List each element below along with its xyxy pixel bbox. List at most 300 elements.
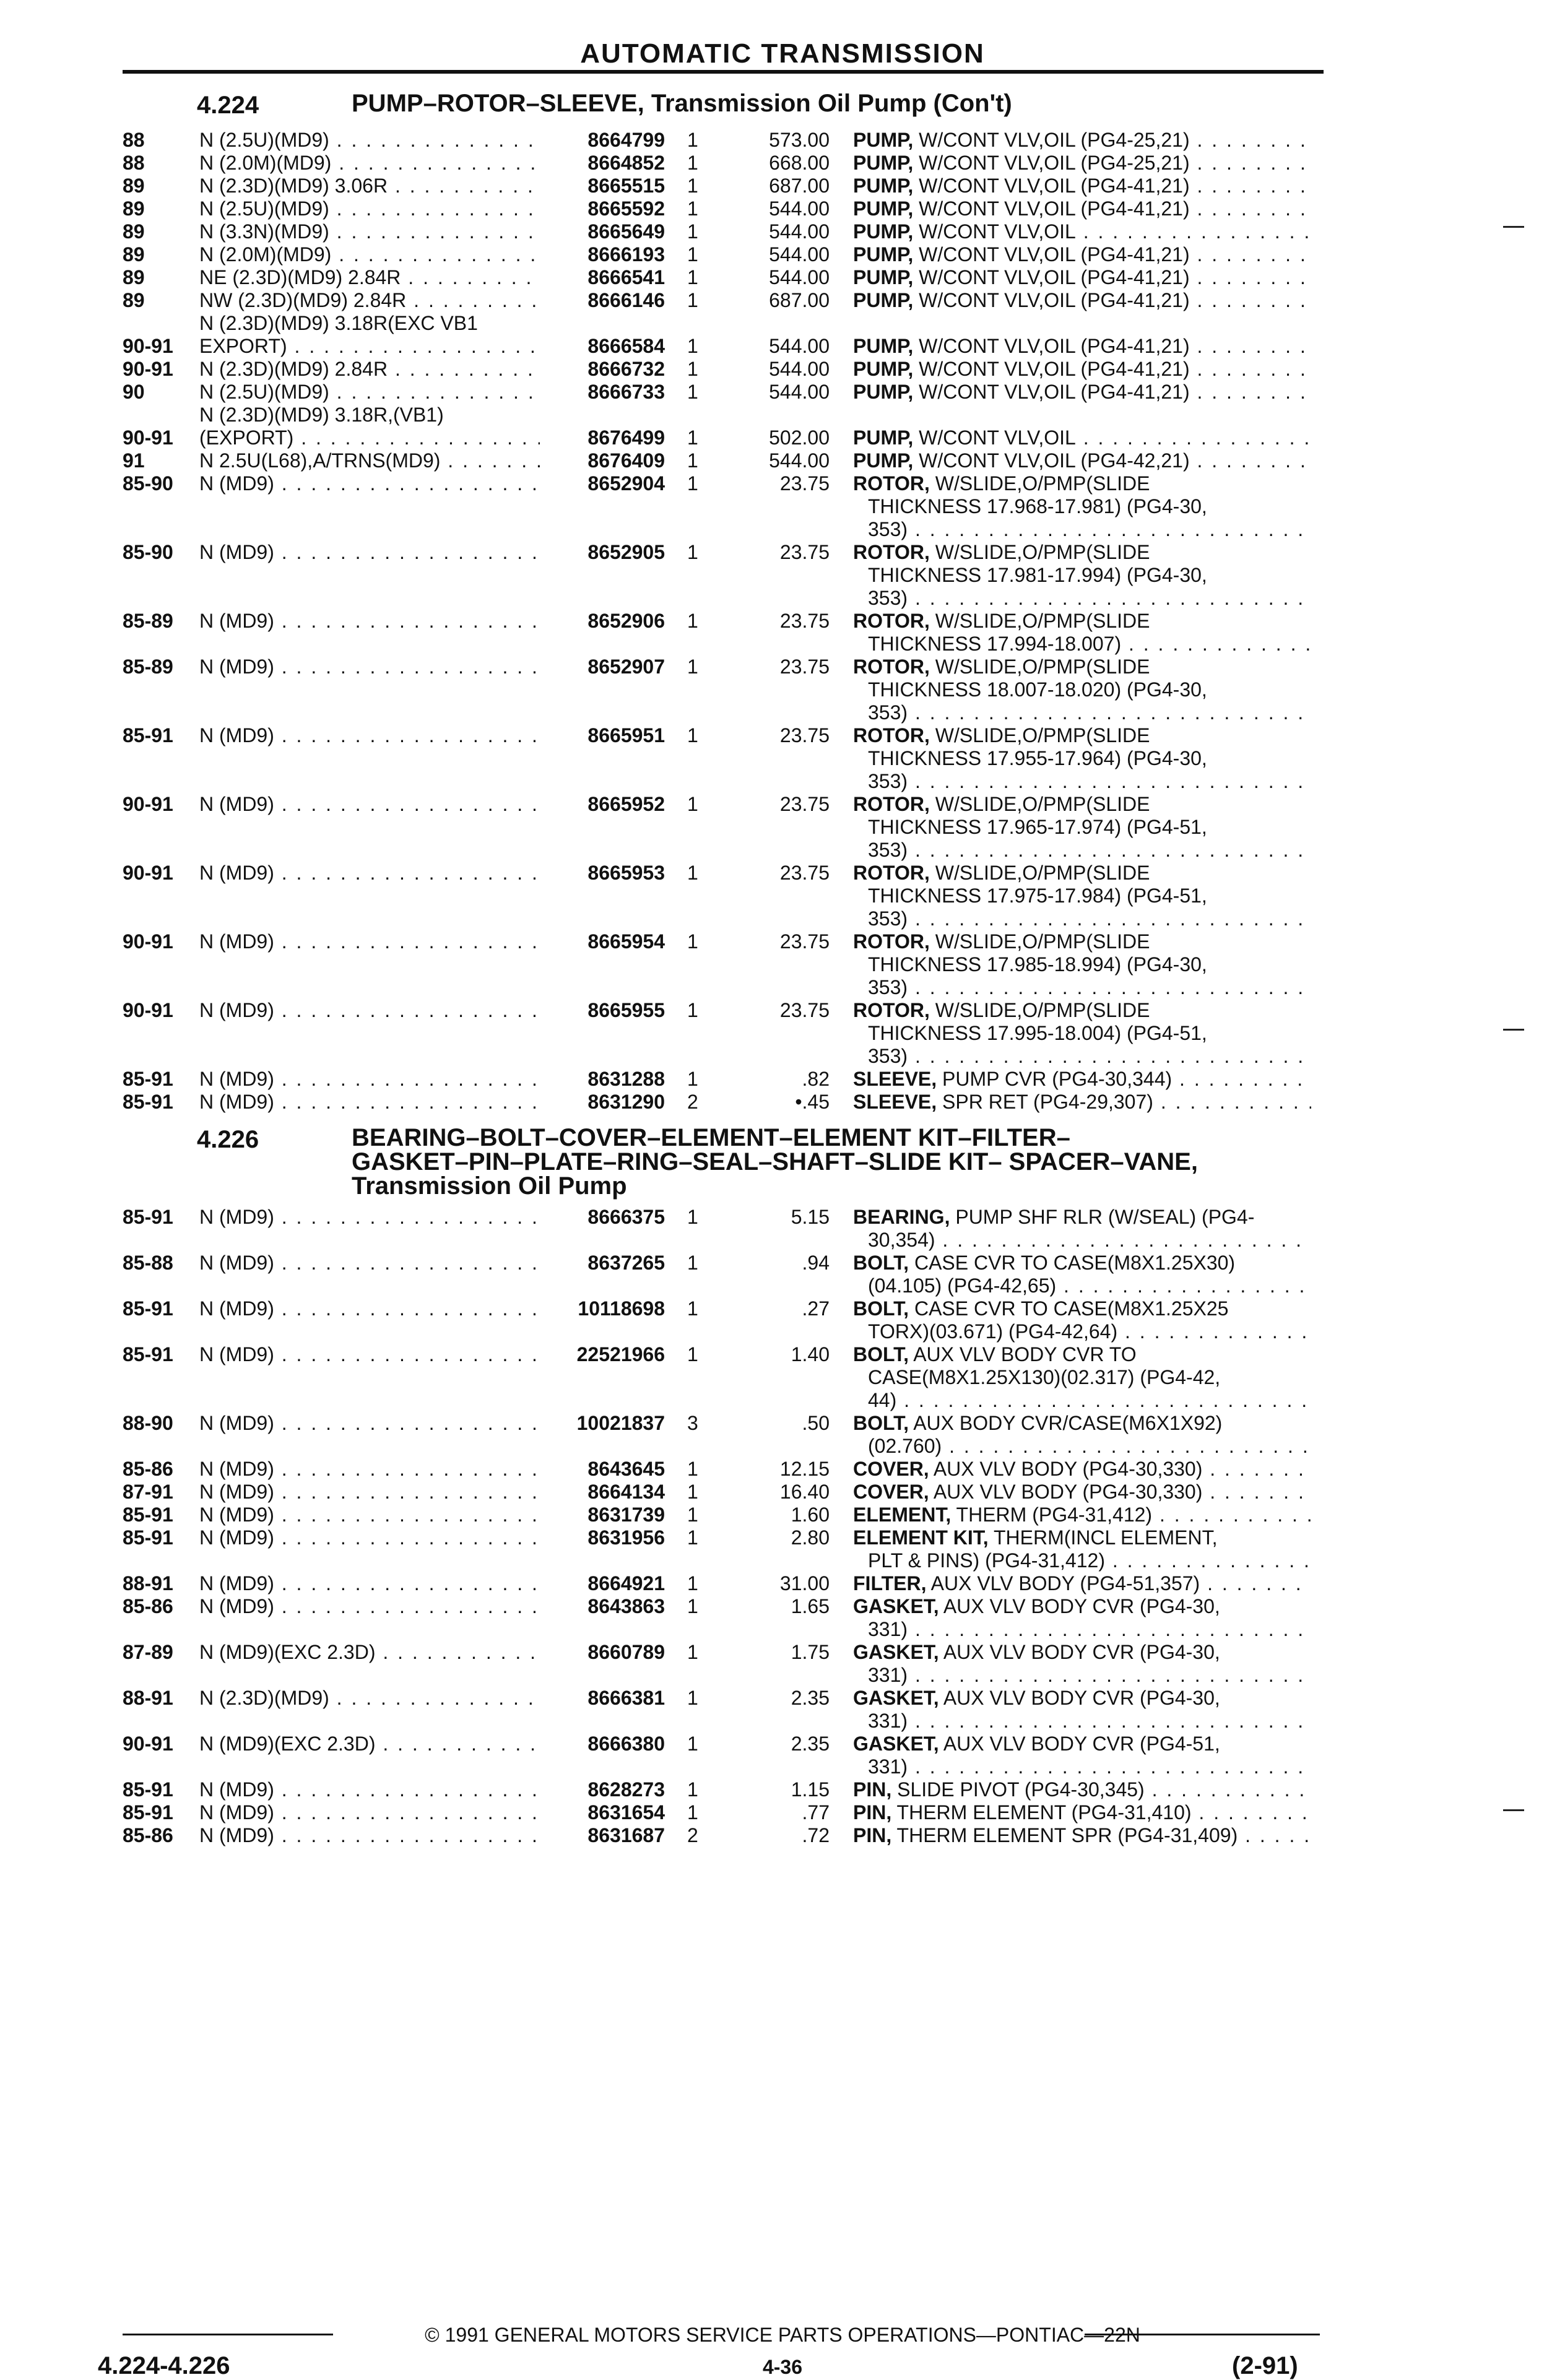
- footer-page-number: 4-36: [762, 2356, 803, 2378]
- part-description: [853, 1526, 1311, 1572]
- table-row: [0, 197, 1565, 220]
- part-description: [853, 1801, 1311, 1824]
- part-number: 8665592: [587, 197, 665, 220]
- table-row: [0, 724, 1565, 793]
- model-usage-text: N (MD9): [199, 1412, 274, 1434]
- quantity: 1: [687, 656, 698, 678]
- section-title: [352, 1126, 1198, 1198]
- model-usage: [199, 1687, 540, 1710]
- price: 544.00: [769, 243, 830, 266]
- price: 23.75: [779, 862, 830, 884]
- part-number: 8652905: [587, 541, 665, 563]
- model-usage-text: N (MD9)(EXC 2.3D): [199, 1733, 376, 1755]
- dot-leader: [1200, 1572, 1311, 1595]
- dot-leader: [908, 701, 1311, 724]
- model-years: 85-91: [123, 1504, 173, 1526]
- model-usage: [199, 1504, 540, 1526]
- section-number: 4.224: [197, 92, 259, 119]
- model-usage-text: (EXPORT): [199, 426, 294, 449]
- model-years: 88-91: [123, 1687, 173, 1709]
- part-description-line: THICKNESS 17.981-17.994) (PG4-30,: [868, 564, 1207, 586]
- model-years: 85-89: [123, 656, 173, 678]
- part-description: [853, 930, 1311, 999]
- table-row: [0, 472, 1565, 541]
- model-usage-text: N (MD9): [199, 1481, 274, 1503]
- part-name: GASKET, AUX VLV BODY CVR (PG4-30,: [853, 1687, 1220, 1709]
- model-years: 89: [123, 266, 145, 288]
- model-usage: [199, 152, 540, 175]
- model-usage-text: N (MD9): [199, 1206, 274, 1228]
- part-description: [853, 656, 1311, 724]
- model-usage-text: N (MD9): [199, 1778, 274, 1801]
- quantity: 1: [687, 152, 698, 174]
- quantity: 1: [687, 1068, 698, 1090]
- dot-leader: [274, 930, 540, 953]
- model-usage: [199, 1824, 540, 1847]
- dot-leader: [274, 1343, 540, 1365]
- dot-leader: [287, 335, 540, 357]
- model-years: 90-91: [123, 999, 173, 1021]
- price: 1.15: [791, 1778, 830, 1801]
- model-usage-text: N (2.3D)(MD9): [199, 1687, 329, 1709]
- table-row: [0, 1801, 1565, 1824]
- part-description: [853, 129, 1311, 152]
- model-usage: [199, 1778, 540, 1801]
- quantity: 1: [687, 381, 698, 403]
- table-row: [0, 358, 1565, 381]
- table-row: [0, 1778, 1565, 1801]
- dot-leader: [274, 1297, 540, 1320]
- part-name: PUMP, W/CONT VLV,OIL (PG4-41,21): [853, 381, 1190, 403]
- dot-leader: [274, 1068, 540, 1090]
- quantity: 1: [687, 724, 698, 746]
- model-usage: [199, 541, 540, 564]
- price: 23.75: [779, 724, 830, 746]
- model-usage: [199, 449, 540, 472]
- part-name: SLEEVE, PUMP CVR (PG4-30,344): [853, 1068, 1173, 1090]
- model-usage-text: N (MD9): [199, 472, 274, 495]
- dot-leader: [274, 1504, 540, 1526]
- part-description: [853, 426, 1311, 449]
- model-years: 90-91: [123, 793, 173, 815]
- dot-leader: [274, 1572, 540, 1595]
- part-description-line: THICKNESS 17.965-17.974) (PG4-51,: [868, 816, 1207, 838]
- part-description-line: 353): [868, 1045, 908, 1067]
- model-usage: [199, 930, 540, 953]
- dot-leader: [329, 381, 540, 403]
- price: 544.00: [769, 266, 830, 288]
- dot-leader: [1152, 1504, 1311, 1526]
- dot-leader: [329, 129, 540, 151]
- model-years: 85-86: [123, 1458, 173, 1480]
- dot-leader: [274, 1778, 540, 1801]
- quantity: 1: [687, 426, 698, 449]
- part-description: [853, 610, 1311, 656]
- model-usage-text: N 2.5U(L68),A/TRNS(MD9): [199, 449, 441, 472]
- part-description: [853, 1824, 1311, 1847]
- quantity: 1: [687, 289, 698, 311]
- footer-date-code: (2-91): [1232, 2352, 1298, 2379]
- part-description-line: 30,354): [868, 1229, 935, 1251]
- part-number: 8665953: [587, 862, 665, 884]
- part-description: [853, 266, 1311, 289]
- price: 16.40: [779, 1481, 830, 1503]
- dot-leader: [1190, 243, 1311, 266]
- dot-leader: [1076, 426, 1311, 449]
- price: 2.35: [791, 1687, 830, 1709]
- model-usage: [199, 472, 540, 495]
- price: .77: [802, 1801, 830, 1824]
- dot-leader: [908, 518, 1311, 540]
- part-name: COVER, AUX VLV BODY (PG4-30,330): [853, 1481, 1203, 1503]
- part-number: 8631290: [587, 1091, 665, 1113]
- part-description-line: 353): [868, 587, 908, 609]
- price: 544.00: [769, 197, 830, 220]
- model-usage-text: N (MD9): [199, 1595, 274, 1617]
- quantity: 1: [687, 1206, 698, 1228]
- part-number: 8652904: [587, 472, 665, 495]
- table-row: [0, 1206, 1565, 1252]
- model-usage: [199, 1458, 540, 1481]
- table-row: [0, 1526, 1565, 1572]
- model-usage: [199, 1641, 540, 1664]
- model-usage: [199, 197, 540, 220]
- part-name: SLEEVE, SPR RET (PG4-29,307): [853, 1091, 1153, 1113]
- part-name: BOLT, AUX BODY CVR/CASE(M6X1X92): [853, 1412, 1223, 1434]
- price: 544.00: [769, 335, 830, 357]
- part-description: [853, 1595, 1311, 1641]
- model-years: 91: [123, 449, 145, 472]
- part-number: 8664921: [587, 1572, 665, 1595]
- dot-leader: [908, 587, 1311, 609]
- model-usage-text: N (2.5U)(MD9): [199, 197, 329, 220]
- part-description-line: THICKNESS 18.007-18.020) (PG4-30,: [868, 678, 1207, 701]
- table-row: [0, 129, 1565, 152]
- dot-leader: [329, 1687, 540, 1709]
- part-description: [853, 1091, 1311, 1114]
- model-years: 89: [123, 289, 145, 311]
- model-usage-text: N (2.5U)(MD9): [199, 129, 329, 151]
- dot-leader: [1238, 1824, 1311, 1846]
- model-years: 88-91: [123, 1572, 173, 1595]
- quantity: 1: [687, 793, 698, 815]
- model-years: 85-91: [123, 1297, 173, 1320]
- model-years: 90-91: [123, 862, 173, 884]
- dot-leader: [908, 1664, 1311, 1686]
- part-name: PUMP, W/CONT VLV,OIL (PG4-25,21): [853, 152, 1190, 174]
- model-years: 90: [123, 381, 145, 403]
- dot-leader: [1172, 1068, 1311, 1090]
- part-description: [853, 1343, 1311, 1412]
- model-years: 90-91: [123, 1733, 173, 1755]
- part-description: [853, 1572, 1311, 1595]
- dot-leader: [896, 1389, 1311, 1411]
- model-years: 88: [123, 129, 145, 151]
- price: .72: [802, 1824, 830, 1846]
- model-usage: [199, 404, 540, 449]
- part-name: PUMP, W/CONT VLV,OIL (PG4-41,21): [853, 197, 1190, 220]
- quantity: 1: [687, 1526, 698, 1549]
- model-usage-text: NE (2.3D)(MD9) 2.84R: [199, 266, 401, 288]
- part-number: 8665649: [587, 220, 665, 243]
- model-usage: [199, 1595, 540, 1618]
- table-row: [0, 793, 1565, 862]
- quantity: 1: [687, 999, 698, 1021]
- dot-leader: [1153, 1091, 1311, 1113]
- table-row: [0, 449, 1565, 472]
- model-usage: [199, 266, 540, 289]
- dot-leader: [908, 1710, 1311, 1732]
- dot-leader: [274, 610, 540, 632]
- table-row: [0, 220, 1565, 243]
- part-description: [853, 1252, 1311, 1297]
- part-description: [853, 449, 1311, 472]
- quantity: 1: [687, 197, 698, 220]
- price: .50: [802, 1412, 830, 1434]
- model-years: 89: [123, 197, 145, 220]
- price: 544.00: [769, 358, 830, 380]
- model-usage-text: N (MD9): [199, 1824, 274, 1846]
- model-usage-text: N (MD9): [199, 724, 274, 746]
- quantity: 1: [687, 1504, 698, 1526]
- model-years: 85-91: [123, 1206, 173, 1228]
- part-description: [853, 724, 1311, 793]
- dot-leader: [375, 1733, 540, 1755]
- dot-leader: [908, 976, 1311, 998]
- part-description: [853, 793, 1311, 862]
- model-usage: [199, 1572, 540, 1595]
- price: 12.15: [779, 1458, 830, 1480]
- table-row: [0, 289, 1565, 312]
- part-description: [853, 220, 1311, 243]
- part-description: [853, 335, 1311, 358]
- model-usage-text: N (MD9): [199, 656, 274, 678]
- table-row: [0, 656, 1565, 724]
- part-description: [853, 243, 1311, 266]
- part-number: 8665951: [587, 724, 665, 746]
- dot-leader: [331, 243, 540, 266]
- model-usage-text: NW (2.3D)(MD9) 2.84R: [199, 289, 407, 311]
- dot-leader: [908, 770, 1311, 792]
- dot-leader: [908, 1618, 1311, 1640]
- part-number: 8652906: [587, 610, 665, 632]
- part-number: 8664852: [587, 152, 665, 174]
- part-number: 8666375: [587, 1206, 665, 1228]
- table-row: [0, 610, 1565, 656]
- model-usage: [199, 1343, 540, 1366]
- table-row: [0, 312, 1565, 358]
- dot-leader: [274, 999, 540, 1021]
- quantity: 1: [687, 220, 698, 243]
- model-usage-text: N (2.0M)(MD9): [199, 243, 332, 266]
- quantity: 1: [687, 358, 698, 380]
- part-description-line: 353): [868, 770, 908, 792]
- model-years: 85-90: [123, 541, 173, 563]
- part-number: 8631687: [587, 1824, 665, 1846]
- dot-leader: [274, 656, 540, 678]
- quantity: 1: [687, 862, 698, 884]
- model-usage: [199, 999, 540, 1022]
- section-title-line: BEARING–BOLT–COVER–ELEMENT–ELEMENT KIT–FILTER–: [352, 1124, 1070, 1151]
- part-description-line: 353): [868, 976, 908, 998]
- quantity: 1: [687, 1458, 698, 1480]
- table-row: [0, 266, 1565, 289]
- part-description-line: 331): [868, 1664, 908, 1686]
- page-header-title: AUTOMATIC TRANSMISSION: [580, 38, 985, 69]
- dot-leader: [1105, 1549, 1311, 1572]
- model-usage-text: N (MD9): [199, 1343, 274, 1365]
- quantity: 1: [687, 1252, 698, 1274]
- model-usage: [199, 312, 540, 358]
- part-description-line: THICKNESS 17.975-17.984) (PG4-51,: [868, 885, 1207, 907]
- model-years: 90-91: [123, 358, 173, 380]
- model-usage: [199, 289, 540, 312]
- part-name: BOLT, AUX VLV BODY CVR TO: [853, 1343, 1137, 1365]
- price: .82: [802, 1068, 830, 1090]
- price: 23.75: [779, 541, 830, 563]
- model-usage: [199, 1801, 540, 1824]
- part-number: 8666380: [587, 1733, 665, 1755]
- dot-leader: [274, 1595, 540, 1617]
- part-name: PUMP, W/CONT VLV,OIL (PG4-41,21): [853, 175, 1190, 197]
- part-name: PUMP, W/CONT VLV,OIL (PG4-25,21): [853, 129, 1190, 151]
- part-number: 8665952: [587, 793, 665, 815]
- table-row: [0, 1297, 1565, 1343]
- model-usage-text: N (MD9): [199, 1252, 274, 1274]
- model-usage: [199, 1481, 540, 1504]
- model-years: 85-91: [123, 1526, 173, 1549]
- model-usage-text: N (MD9): [199, 1068, 274, 1090]
- part-description: [853, 1733, 1311, 1778]
- dot-leader: [375, 1641, 540, 1663]
- model-usage-text: N (MD9): [199, 999, 274, 1021]
- price: 1.40: [791, 1343, 830, 1365]
- dot-leader: [1202, 1458, 1311, 1480]
- price: 687.00: [769, 289, 830, 311]
- price: 23.75: [779, 793, 830, 815]
- model-usage-text: N (MD9): [199, 1801, 274, 1824]
- quantity: 2: [687, 1824, 698, 1846]
- price: 31.00: [779, 1572, 830, 1595]
- model-years: 90-91: [123, 335, 173, 357]
- dot-leader: [274, 1091, 540, 1113]
- part-description: [853, 1206, 1311, 1252]
- part-number: 8666733: [587, 381, 665, 403]
- quantity: 1: [687, 1687, 698, 1709]
- dot-leader: [1190, 358, 1311, 380]
- part-name: PUMP, W/CONT VLV,OIL (PG4-41,21): [853, 243, 1190, 266]
- model-usage-text: N (MD9): [199, 1504, 274, 1526]
- part-description: [853, 541, 1311, 610]
- part-description-line: (04.105) (PG4-42,65): [868, 1274, 1057, 1297]
- table-row: [0, 1687, 1565, 1733]
- part-name: ROTOR, W/SLIDE,O/PMP(SLIDE: [853, 999, 1150, 1021]
- quantity: 1: [687, 1297, 698, 1320]
- quantity: 1: [687, 129, 698, 151]
- dot-leader: [274, 793, 540, 815]
- model-years: 85-90: [123, 472, 173, 495]
- section-title-line: GASKET–PIN–PLATE–RING–SEAL–SHAFT–SLIDE KIT– SPACER–VANE,: [352, 1148, 1198, 1175]
- part-number: 8666146: [587, 289, 665, 311]
- price: 23.75: [779, 656, 830, 678]
- part-number: 8631956: [587, 1526, 665, 1549]
- section-title: [352, 92, 1012, 116]
- part-name: PIN, THERM ELEMENT SPR (PG4-31,409): [853, 1824, 1238, 1846]
- model-years: 85-91: [123, 1068, 173, 1090]
- price: 23.75: [779, 999, 830, 1021]
- table-row: [0, 1733, 1565, 1778]
- part-description-line: 353): [868, 701, 908, 724]
- price: 2.80: [791, 1526, 830, 1549]
- quantity: 1: [687, 1778, 698, 1801]
- part-description-line: TORX)(03.671) (PG4-42,64): [868, 1320, 1118, 1343]
- dot-leader: [274, 1458, 540, 1480]
- dot-leader: [1190, 335, 1311, 357]
- part-description: [853, 381, 1311, 404]
- part-description-line: CASE(M8X1.25X130)(02.317) (PG4-42,: [868, 1366, 1221, 1388]
- model-usage-text: N (3.3N)(MD9): [199, 220, 329, 243]
- model-usage: [199, 656, 540, 678]
- part-description-line: 44): [868, 1389, 897, 1411]
- price: 1.65: [791, 1595, 830, 1617]
- dot-leader: [274, 862, 540, 884]
- model-usage-text: N (MD9)(EXC 2.3D): [199, 1641, 376, 1663]
- dot-leader: [908, 839, 1311, 861]
- table-row: [0, 152, 1565, 175]
- table-row: [0, 862, 1565, 930]
- dot-leader: [388, 358, 540, 380]
- part-number: 8631654: [587, 1801, 665, 1824]
- part-description-line: 331): [868, 1710, 908, 1732]
- part-name: ROTOR, W/SLIDE,O/PMP(SLIDE: [853, 610, 1150, 632]
- quantity: 1: [687, 1481, 698, 1503]
- dot-leader: [329, 197, 540, 220]
- model-usage: [199, 1206, 540, 1229]
- part-number: 8666193: [587, 243, 665, 266]
- price: 23.75: [779, 610, 830, 632]
- model-usage: [199, 129, 540, 152]
- part-number: 22521966: [576, 1343, 665, 1365]
- model-years: 88: [123, 152, 145, 174]
- model-usage: [199, 862, 540, 885]
- part-number: 8631739: [587, 1504, 665, 1526]
- part-description: [853, 289, 1311, 312]
- part-description-line: 353): [868, 907, 908, 930]
- table-row: [0, 1091, 1565, 1114]
- price: 544.00: [769, 449, 830, 472]
- dot-leader: [274, 1526, 540, 1549]
- model-usage-text: N (MD9): [199, 1091, 274, 1113]
- part-name: PUMP, W/CONT VLV,OIL (PG4-41,21): [853, 266, 1190, 288]
- part-name: BOLT, CASE CVR TO CASE(M8X1.25X30): [853, 1252, 1236, 1274]
- part-description-line: THICKNESS 17.955-17.964) (PG4-30,: [868, 747, 1207, 769]
- model-usage-text: EXPORT): [199, 335, 287, 357]
- part-description-line: 331): [868, 1755, 908, 1778]
- dot-leader: [274, 1824, 540, 1846]
- dot-leader: [274, 472, 540, 495]
- dot-leader: [1190, 129, 1311, 151]
- part-number: 8652907: [587, 656, 665, 678]
- margin-tick-mark: [1503, 1809, 1524, 1811]
- part-name: GASKET, AUX VLV BODY CVR (PG4-30,: [853, 1595, 1220, 1617]
- dot-leader: [1190, 175, 1311, 197]
- part-description-line: (02.760): [868, 1435, 942, 1457]
- model-years: 88-90: [123, 1412, 173, 1434]
- part-description-line: 353): [868, 518, 908, 540]
- price: 544.00: [769, 381, 830, 403]
- part-description: [853, 472, 1311, 541]
- table-row: [0, 1572, 1565, 1595]
